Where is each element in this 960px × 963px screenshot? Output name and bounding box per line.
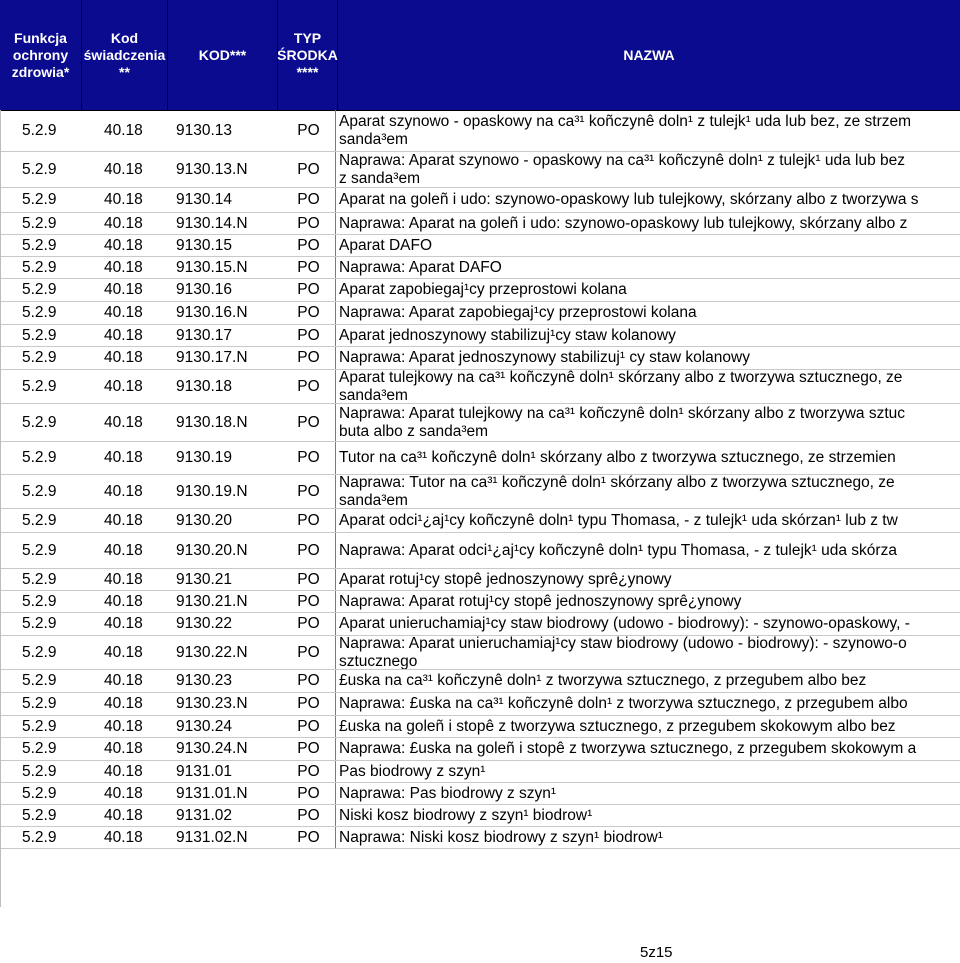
table-row [0,533,960,569]
table-row [0,475,960,509]
cell-typ: PO [282,827,336,848]
cell-kod-swiadczenia: 40.18 [104,592,143,610]
cell-nazwa: Naprawa: Aparat unieruchamiaj¹cy staw biodrowy (udowo - biodrowy): - szynowo-o sztucznego [339,636,907,669]
cell-typ: PO [282,188,336,212]
cell-kod-swiadczenia: 40.18 [104,191,143,208]
cell-funkcja: 5.2.9 [22,695,57,712]
table-row [0,370,960,404]
table-header [0,0,960,111]
cell-typ: PO [282,235,336,256]
cell-kod-swiadczenia: 40.18 [104,160,143,178]
cell-kod: 9131.02 [176,806,233,824]
cell-nazwa: Naprawa: Aparat tulejkowy na ca³¹ koñczynê doln¹ skórzany albo z tworzywa sztuc buta albo z sanda³em [339,404,905,440]
cell-funkcja: 5.2.9 [22,236,57,254]
table-row [0,188,960,213]
cell-kod-swiadczenia: 40.18 [104,643,143,661]
table-row [0,613,960,636]
cell-typ: PO [282,370,336,403]
cell-typ: PO [282,716,336,737]
cell-funkcja: 5.2.9 [22,592,57,610]
cell-kod-swiadczenia: 40.18 [104,570,143,588]
cell-nazwa: Tutor na ca³¹ koñczynê doln¹ skórzany albo z tworzywa sztucznego, ze strzemien [339,449,896,466]
cell-kod: 9130.18 [176,377,233,395]
cell-nazwa: Naprawa: Aparat jednoszynowy stabilizuj¹ cy staw kolanowy [339,349,750,366]
cell-funkcja: 5.2.9 [22,449,57,466]
cell-kod-swiadczenia: 40.18 [104,281,143,298]
cell-kod: 9130.13.N [176,160,248,178]
cell-nazwa: Naprawa: £uska na goleñ i stopê z tworzywa sztucznego, z przegubem skokowym a [339,740,917,757]
table-row [0,347,960,370]
cell-typ: PO [282,404,336,441]
grid-line [0,110,1,907]
cell-kod: 9130.14.N [176,214,248,232]
cell-typ: PO [282,325,336,346]
table-row [0,213,960,235]
table-row [0,442,960,475]
cell-nazwa: Naprawa: Niski kosz biodrowy z szyn¹ biodrow¹ [339,828,663,846]
cell-typ: PO [282,152,336,187]
cell-kod: 9130.16 [176,281,233,298]
cell-typ: PO [282,569,336,590]
cell-kod: 9130.19 [176,449,233,466]
cell-typ: PO [282,257,336,278]
cell-funkcja: 5.2.9 [22,160,57,178]
cell-nazwa: Aparat unieruchamiaj¹cy staw biodrowy (udowo - biodrowy): - szynowo-opaskowy, - [339,615,910,632]
cell-funkcja: 5.2.9 [22,304,57,321]
cell-kod-swiadczenia: 40.18 [104,304,143,321]
table-row [0,279,960,302]
cell-nazwa: Naprawa: Tutor na ca³¹ koñczynê doln¹ skórzany albo z tworzywa sztucznego, ze sanda³em [339,475,895,508]
cell-funkcja: 5.2.9 [22,511,57,529]
cell-kod-swiadczenia: 40.18 [104,717,143,735]
cell-funkcja: 5.2.9 [22,258,57,276]
cell-kod-swiadczenia: 40.18 [104,672,143,689]
header-funkcja: Funkcja ochrony zdrowia* [0,0,82,110]
cell-kod: 9130.24.N [176,740,248,757]
cell-kod-swiadczenia: 40.18 [104,413,143,431]
cell-kod: 9130.24 [176,717,233,735]
header-kod: KOD*** [168,0,278,110]
cell-kod-swiadczenia: 40.18 [104,762,143,780]
cell-kod: 9130.21.N [176,592,248,610]
cell-kod: 9130.17.N [176,349,248,366]
cell-kod-swiadczenia: 40.18 [104,615,143,632]
cell-typ: PO [282,670,336,692]
header-nazwa: NAZWA [623,46,675,63]
cell-nazwa: Aparat DAFO [339,236,433,254]
cell-typ: PO [282,110,336,151]
cell-funkcja: 5.2.9 [22,541,57,559]
cell-funkcja: 5.2.9 [22,214,57,232]
cell-kod: 9130.20.N [176,541,248,559]
table-row [0,509,960,533]
cell-kod: 9130.21 [176,570,233,588]
cell-funkcja: 5.2.9 [22,806,57,824]
cell-nazwa: Niski kosz biodrowy z szyn¹ biodrow¹ [339,806,593,824]
table-row [0,636,960,670]
cell-funkcja: 5.2.9 [22,326,57,344]
cell-funkcja: 5.2.9 [22,281,57,298]
cell-typ: PO [282,761,336,782]
cell-kod-swiadczenia: 40.18 [104,326,143,344]
cell-funkcja: 5.2.9 [22,121,57,139]
table-row [0,235,960,257]
table-row [0,325,960,347]
cell-nazwa: Naprawa: Aparat na goleñ i udo: szynowo-opaskowy lub tulejkowy, skórzany albo z [339,214,908,232]
cell-nazwa: Naprawa: Aparat DAFO [339,258,502,276]
cell-kod-swiadczenia: 40.18 [104,806,143,824]
table-row [0,783,960,805]
cell-nazwa: Naprawa: Aparat szynowo - opaskowy na ca³¹ koñczynê doln¹ z tulejk¹ uda lub bez z sanda³em [339,152,906,187]
table-row [0,670,960,693]
cell-kod-swiadczenia: 40.18 [104,541,143,559]
cell-kod: 9130.15 [176,236,233,254]
cell-nazwa: Aparat odci¹¿aj¹cy koñczynê doln¹ typu Thomasa, - z tulejk¹ uda skórzan¹ lub z tw [339,511,898,529]
cell-funkcja: 5.2.9 [22,570,57,588]
cell-kod-swiadczenia: 40.18 [104,349,143,366]
cell-funkcja: 5.2.9 [22,784,57,802]
cell-kod: 9130.14 [176,191,233,208]
cell-funkcja: 5.2.9 [22,762,57,780]
cell-nazwa: £uska na ca³¹ koñczynê doln¹ z tworzywa sztucznego, z przegubem albo bez [339,672,867,689]
cell-funkcja: 5.2.9 [22,740,57,757]
cell-nazwa: Aparat na goleñ i udo: szynowo-opaskowy lub tulejkowy, skórzany albo z tworzywa s [339,191,919,208]
page-number: 5z15 [640,944,673,961]
cell-nazwa: Naprawa: Aparat zapobiegaj¹cy przeprostowi kolana [339,304,697,321]
cell-funkcja: 5.2.9 [22,349,57,366]
cell-kod: 9130.20 [176,511,233,529]
cell-nazwa: Aparat szynowo - opaskowy na ca³¹ koñczynê doln¹ z tulejk¹ uda lub bez, ze strzem sanda³em [339,112,912,148]
cell-typ: PO [282,442,336,474]
cell-typ: PO [282,738,336,760]
cell-funkcja: 5.2.9 [22,717,57,735]
cell-kod: 9130.17 [176,326,233,344]
cell-kod-swiadczenia: 40.18 [104,236,143,254]
cell-kod-swiadczenia: 40.18 [104,377,143,395]
cell-kod: 9130.23 [176,672,233,689]
cell-nazwa: Aparat jednoszynowy stabilizuj¹cy staw kolanowy [339,326,676,344]
cell-typ: PO [282,213,336,234]
cell-kod: 9130.19.N [176,482,248,500]
table-row [0,591,960,613]
cell-typ: PO [282,636,336,669]
cell-kod-swiadczenia: 40.18 [104,695,143,712]
cell-typ: PO [282,509,336,532]
cell-typ: PO [282,693,336,715]
cell-nazwa: Aparat tulejkowy na ca³¹ koñczynê doln¹ skórzany albo z tworzywa sztucznego, ze sanda³em [339,370,903,403]
cell-typ: PO [282,347,336,369]
table-row [0,738,960,761]
cell-kod: 9130.23.N [176,695,248,712]
table-row [0,569,960,591]
cell-nazwa: £uska na goleñ i stopê z tworzywa sztucznego, z przegubem skokowym albo bez [339,717,896,735]
header-kod-swiadczenia: Kod świadczenia ** [82,0,168,110]
cell-kod-swiadczenia: 40.18 [104,740,143,757]
table-row [0,827,960,849]
header-typ-srodka: TYP ŚRODKA **** [278,0,338,110]
cell-kod: 9130.15.N [176,258,248,276]
cell-kod-swiadczenia: 40.18 [104,828,143,846]
table-row [0,302,960,325]
cell-typ: PO [282,475,336,508]
cell-kod-swiadczenia: 40.18 [104,784,143,802]
table-row [0,805,960,827]
cell-typ: PO [282,302,336,324]
cell-funkcja: 5.2.9 [22,191,57,208]
table-row [0,152,960,188]
cell-nazwa: Naprawa: Aparat rotuj¹cy stopê jednoszynowy sprê¿ynowy [339,592,742,610]
table-row [0,761,960,783]
cell-nazwa: Naprawa: £uska na ca³¹ koñczynê doln¹ z tworzywa sztucznego, z przegubem albo [339,695,908,712]
cell-nazwa: Pas biodrowy z szyn¹ [339,762,486,780]
cell-nazwa: Naprawa: Pas biodrowy z szyn¹ [339,784,557,802]
cell-funkcja: 5.2.9 [22,482,57,500]
table-row [0,404,960,442]
cell-kod: 9130.16.N [176,304,248,321]
cell-nazwa: Aparat zapobiegaj¹cy przeprostowi kolana [339,281,627,298]
cell-kod-swiadczenia: 40.18 [104,482,143,500]
cell-funkcja: 5.2.9 [22,615,57,632]
cell-kod: 9130.18.N [176,413,248,431]
cell-kod: 9130.22 [176,615,233,632]
cell-kod-swiadczenia: 40.18 [104,258,143,276]
cell-kod-swiadczenia: 40.18 [104,214,143,232]
table-row [0,716,960,738]
table-row [0,693,960,716]
table-row [0,257,960,279]
cell-kod-swiadczenia: 40.18 [104,449,143,466]
cell-funkcja: 5.2.9 [22,643,57,661]
cell-typ: PO [282,783,336,804]
cell-typ: PO [282,805,336,826]
cell-funkcja: 5.2.9 [22,377,57,395]
cell-kod: 9131.01.N [176,784,248,802]
cell-kod-swiadczenia: 40.18 [104,511,143,529]
cell-kod-swiadczenia: 40.18 [104,121,143,139]
cell-funkcja: 5.2.9 [22,828,57,846]
cell-typ: PO [282,613,336,635]
cell-kod: 9130.22.N [176,643,248,661]
cell-nazwa: Aparat rotuj¹cy stopê jednoszynowy sprê¿ynowy [339,570,672,588]
cell-kod: 9131.02.N [176,828,248,846]
cell-typ: PO [282,533,336,568]
cell-typ: PO [282,591,336,612]
cell-funkcja: 5.2.9 [22,672,57,689]
cell-kod: 9130.13 [176,121,233,139]
cell-typ: PO [282,279,336,301]
cell-kod: 9131.01 [176,762,233,780]
table-row [0,110,960,152]
cell-funkcja: 5.2.9 [22,413,57,431]
cell-nazwa: Naprawa: Aparat odci¹¿aj¹cy koñczynê doln¹ typu Thomasa, - z tulejk¹ uda skórza [339,541,897,559]
